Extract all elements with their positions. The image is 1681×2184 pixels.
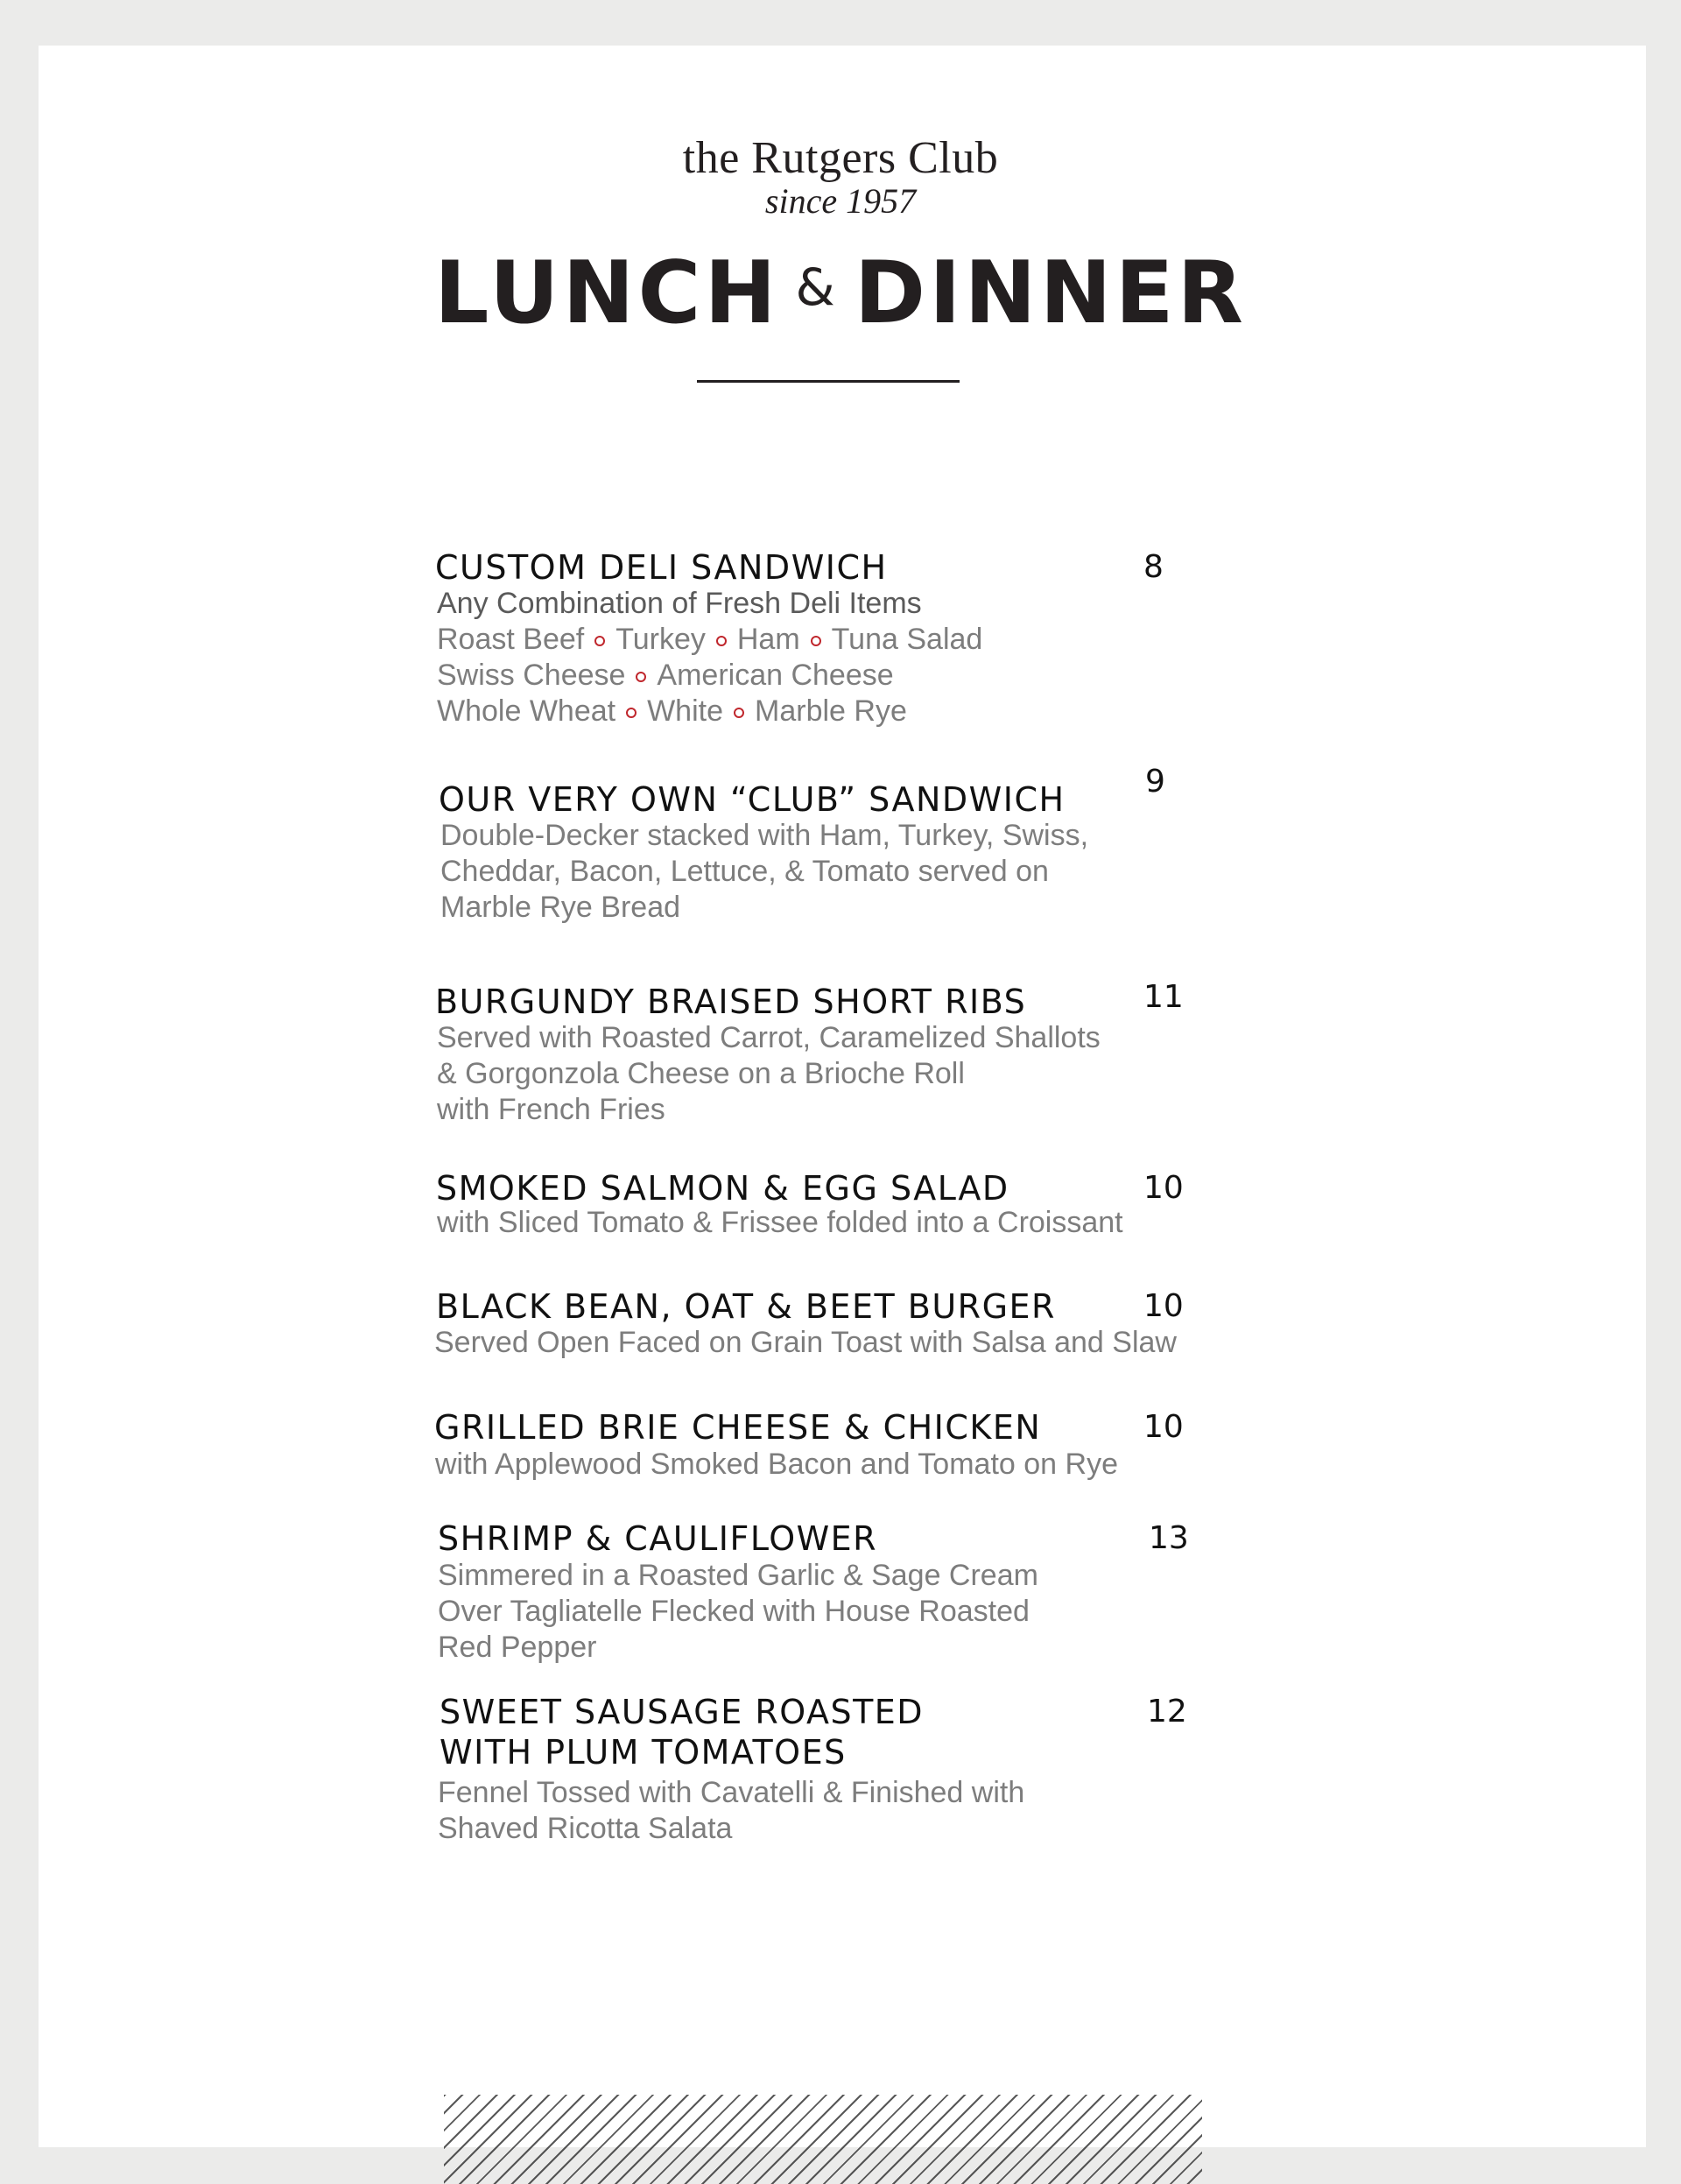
title-rule xyxy=(697,380,960,383)
item-desc-line: with French Fries xyxy=(437,1093,665,1126)
option-item: Whole Wheat xyxy=(437,694,616,728)
separator-dot-icon xyxy=(594,636,605,646)
item-name-custom-deli-sandwich: CUSTOM DELI SANDWICH xyxy=(435,548,888,587)
option-item: American Cheese xyxy=(657,659,894,692)
option-item: Roast Beef xyxy=(437,623,585,656)
separator-dot-icon xyxy=(636,672,646,682)
option-item: Ham xyxy=(736,623,800,656)
item-name-shrimp-cauliflower: SHRIMP & CAULIFLOWER xyxy=(438,1519,878,1558)
deli-options-breads xyxy=(437,694,982,729)
item-price-grilled-brie: 10 xyxy=(1143,1409,1184,1445)
menu-title-left: LUNCH xyxy=(434,243,780,343)
item-desc-smoked-salmon xyxy=(437,1205,1123,1241)
separator-dot-icon xyxy=(626,708,637,718)
item-price-shrimp-cauliflower: 13 xyxy=(1149,1520,1189,1556)
menu-title-right: DINNER xyxy=(854,243,1247,343)
item-desc-line: with Applewood Smoked Bacon and Tomato on Rye xyxy=(435,1448,1118,1481)
item-desc-line: & Gorgonzola Cheese on a Brioche Roll xyxy=(437,1057,965,1090)
item-price-sweet-sausage: 12 xyxy=(1147,1694,1187,1730)
item-name-black-bean-burger: BLACK BEAN, OAT & BEET BURGER xyxy=(436,1287,1056,1326)
separator-dot-icon xyxy=(811,636,821,646)
item-price-custom-deli-sandwich: 8 xyxy=(1143,549,1164,585)
separator-dot-icon xyxy=(734,708,744,718)
deli-options-meats xyxy=(437,622,982,658)
item-price-club-sandwich: 9 xyxy=(1145,764,1165,800)
item-price-smoked-salmon: 10 xyxy=(1143,1170,1184,1206)
item-desc-sweet-sausage xyxy=(438,1775,1024,1847)
item-name-line: SWEET SAUSAGE ROASTED xyxy=(440,1693,925,1731)
item-desc-line: Over Tagliatelle Flecked with House Roasted xyxy=(438,1595,1030,1628)
item-price-short-ribs: 11 xyxy=(1143,979,1184,1015)
club-name: the Rutgers Club xyxy=(682,133,999,183)
menu-title-ampersand: & xyxy=(795,257,839,317)
item-desc-line: Any Combination of Fresh Deli Items xyxy=(437,587,922,620)
item-desc-line: Marble Rye Bread xyxy=(440,891,681,924)
item-desc-line: Simmered in a Roasted Garlic & Sage Cream xyxy=(438,1559,1038,1592)
item-name-line: WITH PLUM TOMATOES xyxy=(440,1733,847,1772)
deli-options-cheeses xyxy=(437,658,982,694)
option-item: Tuna Salad xyxy=(831,623,983,656)
item-desc-custom-deli-sandwich xyxy=(437,586,982,729)
item-desc-club-sandwich xyxy=(440,818,1088,926)
option-item: Turkey xyxy=(615,623,706,656)
item-name-smoked-salmon: SMOKED SALMON & EGG SALAD xyxy=(436,1169,1009,1208)
decorative-hatch-band xyxy=(444,2095,1202,2184)
item-desc-line: Red Pepper xyxy=(438,1631,597,1664)
option-item: Marble Rye xyxy=(755,694,907,728)
item-desc-line: Double-Decker stacked with Ham, Turkey, Swiss, xyxy=(440,819,1089,852)
club-since: since 1957 xyxy=(764,181,917,221)
option-item: White xyxy=(647,694,724,728)
option-item: Swiss Cheese xyxy=(437,659,626,692)
separator-dot-icon xyxy=(716,636,727,646)
item-desc-grilled-brie xyxy=(435,1447,1118,1483)
item-desc-line: Fennel Tossed with Cavatelli & Finished with xyxy=(438,1776,1025,1809)
item-desc-line: Served Open Faced on Grain Toast with Salsa and Slaw xyxy=(434,1326,1177,1359)
item-desc-line: Served with Roasted Carrot, Caramelized Shallots xyxy=(437,1021,1101,1054)
item-desc-line: Shaved Ricotta Salata xyxy=(438,1812,733,1845)
item-name-grilled-brie: GRILLED BRIE CHEESE & CHICKEN xyxy=(434,1408,1042,1447)
item-name-short-ribs: BURGUNDY BRAISED SHORT RIBS xyxy=(435,983,1027,1021)
item-name-club-sandwich: OUR VERY OWN “CLUB” SANDWICH xyxy=(439,780,1066,819)
item-desc-short-ribs xyxy=(437,1020,1101,1128)
item-price-black-bean-burger: 10 xyxy=(1143,1288,1184,1324)
item-desc-line: Cheddar, Bacon, Lettuce, & Tomato served on xyxy=(440,855,1049,888)
item-desc-black-bean-burger xyxy=(434,1325,1177,1361)
item-name-sweet-sausage xyxy=(440,1692,924,1772)
menu-title xyxy=(0,243,1681,343)
item-desc-shrimp-cauliflower xyxy=(438,1558,1038,1666)
item-desc-line: with Sliced Tomato & Frissee folded into a Croissant xyxy=(437,1206,1123,1239)
